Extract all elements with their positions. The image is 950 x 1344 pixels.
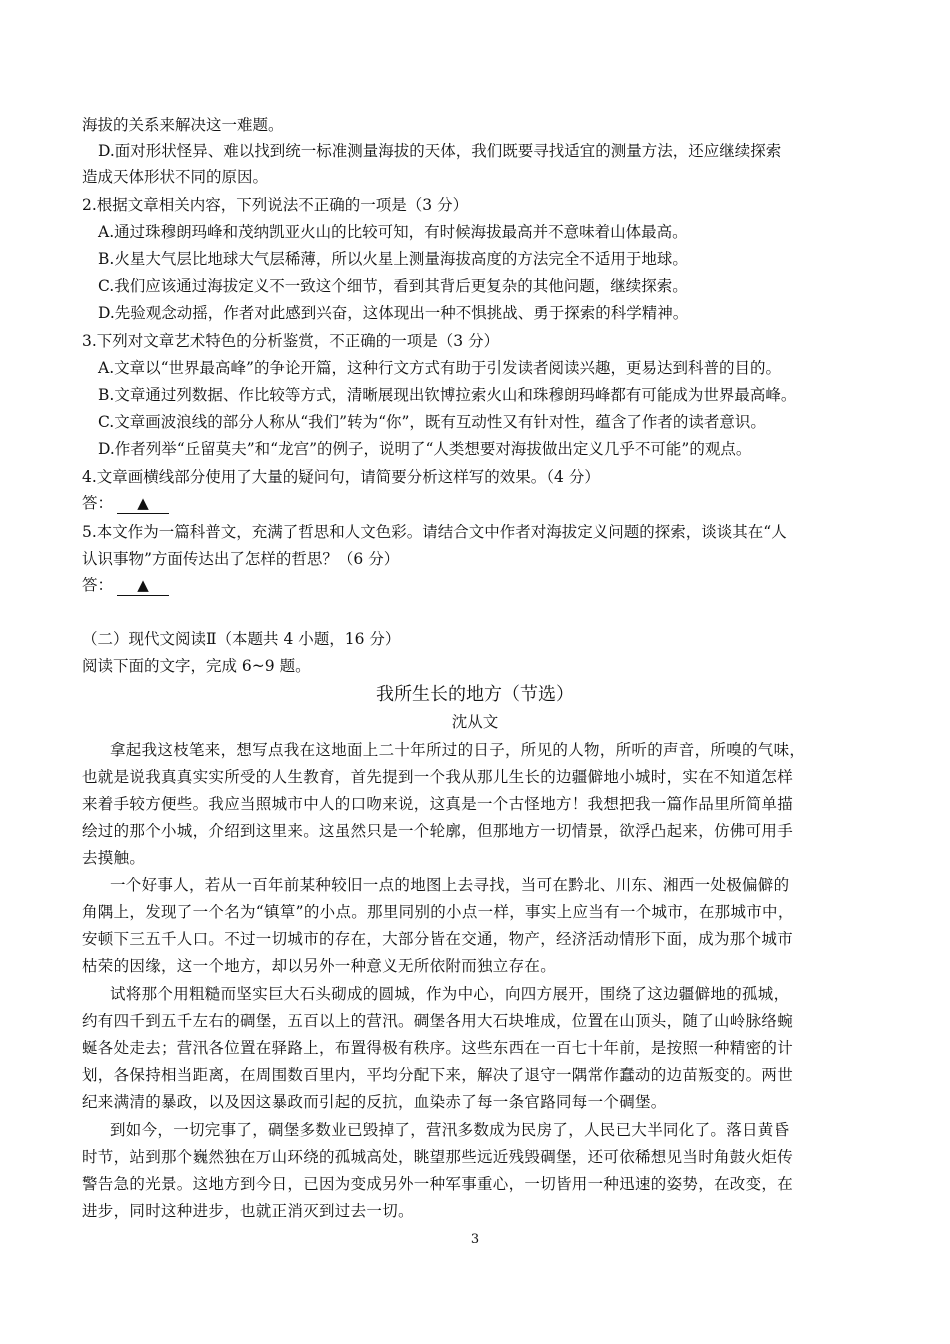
passage-line: 拿起我这枝笔来，想写点我在这地面上二十年所过的日子，所见的人物，所听的声音，所嗅的气味， — [110, 741, 806, 759]
passage-line: 纪来满清的暴政，以及因这暴政而引起的反抗，血染赤了每一条官路同每一个碉堡。 — [82, 1093, 667, 1111]
section-heading: （二）现代文阅读Ⅱ（本题共 4 小题，16 分） — [82, 630, 401, 648]
q5-stem-line2: 认识事物”方面传达出了怎样的哲思？（6 分） — [82, 550, 400, 568]
passage-line: 约有四千到五千左右的碉堡，五百以上的营汛。碉堡各用大石块堆成，位置在山顶头，随了山岭脉络蜿 — [82, 1012, 794, 1030]
passage-line: 划，各保持相当距离，在周围数百里内，平均分配下来，解决了退守一隅常作蠢动的边苗叛变的。两世 — [82, 1066, 794, 1084]
passage-line: 时节，站到那个巍然独在万山环绕的孤城高处，眺望那些远近残毁碉堡，还可依稀想见当时角鼓火炬传 — [82, 1148, 794, 1166]
q1-text-line: 造成天体形状不同的原因。 — [82, 168, 269, 186]
q3-option-d: D.作者列举“丘留莫夫”和“龙宫”的例子，说明了“人类想要对海拔做出定义几乎不可能”的观点。 — [98, 440, 752, 458]
q2-option-b: B.火星大气层比地球大气层稀薄，所以火星上测量海拔高度的方法完全不适用于地球。 — [98, 250, 688, 268]
passage-line: 去摸触。 — [82, 849, 146, 867]
passage-line: 进步，同时这种进步，也就正消灭到过去一切。 — [82, 1202, 414, 1220]
passage-line: 一个好事人，若从一百年前某种较旧一点的地图上去寻找，当可在黔北、川东、湘西一处极偏僻的 — [110, 876, 790, 894]
passage-line: 警告急的光景。这地方到今日，已因为变成另外一种军事重心，一切皆用一种迅速的姿势，在改变，在 — [82, 1175, 794, 1193]
q1-option-d: D.面对形状怪异、难以找到统一标准测量海拔的天体，我们既要寻找适宜的测量方法，还应继续探索 — [98, 142, 782, 160]
passage-line: 枯荣的因缘，这一个地方，却以另外一种意义无所依附而独立存在。 — [82, 957, 557, 975]
passage-title: 我所生长的地方（节选） — [376, 684, 574, 705]
answer-blank-triangle[interactable]: ▲ — [117, 575, 169, 596]
answer-label: 答： — [82, 494, 114, 512]
q5-answer[interactable] — [82, 572, 872, 598]
q2-option-a: A.通过珠穆朗玛峰和茂纳凯亚火山的比较可知，有时候海拔最高并不意味着山体最高。 — [98, 223, 688, 241]
passage-line: 角隅上，发现了一个名为“镇筸”的小点。那里同别的小点一样，事实上应当有一个城市，在那城市中， — [82, 903, 794, 921]
page-number: 3 — [470, 1232, 480, 1247]
q2-option-d: D.先验观念动摇，作者对此感到兴奋，这体现出一种不惧挑战、勇于探索的科学精神。 — [98, 304, 689, 322]
passage-line: 试将那个用粗糙而坚实巨大石头砌成的圆城，作为中心，向四方展开，围绕了这边疆僻地的孤城， — [110, 985, 790, 1003]
q2-stem: 2.根据文章相关内容，下列说法不正确的一项是（3 分） — [82, 196, 469, 214]
passage-line: 绘过的那个小城，介绍到这里来。这虽然只是一个轮廓，但那地方一切情景，欲浮凸起来，仿佛可用手 — [82, 822, 794, 840]
passage-line: 安顿下三五千人口。不过一切城市的存在，大部分皆在交通，物产，经济活动情形下面，成为那个城市 — [82, 930, 794, 948]
q4-answer[interactable] — [82, 490, 872, 516]
passage-line: 到如今，一切完事了，碉堡多数业已毁掉了，营汛多数成为民房了，人民已大半同化了。落日黄昏 — [110, 1121, 790, 1139]
q3-option-a: A.文章以“世界最高峰”的争论开篇，这种行文方式有助于引发读者阅读兴趣，更易达到科普的目的。 — [98, 359, 781, 377]
q3-stem: 3.下列对文章艺术特色的分析鉴赏，不正确的一项是（3 分） — [82, 332, 500, 350]
q3-option-c: C.文章画波浪线的部分人称从“我们”转为“你”，既有互动性又有针对性，蕴含了作者的读者意识。 — [98, 413, 766, 431]
passage-line: 蜒各处走去；营汛各位置在驿路上，布置得极有秩序。这些东西在一百七十年前，是按照一种精密的计 — [82, 1039, 794, 1057]
passage-line: 也就是说我真真实实所受的人生教育，首先提到一个我从那儿生长的边疆僻地小城时，实在不知道怎样 — [82, 768, 794, 786]
answer-blank-triangle[interactable]: ▲ — [117, 493, 169, 514]
section-instruction: 阅读下面的文字，完成 6~9 题。 — [82, 657, 311, 675]
answer-label: 答： — [82, 576, 114, 594]
passage-author: 沈从文 — [451, 713, 499, 731]
passage-line: 来着手较方便些。我应当照城市中人的口吻来说，这真是一个古怪地方！我想把我一篇作品里所简单描 — [82, 795, 794, 813]
q5-stem-line1: 5.本文作为一篇科普文，充满了哲思和人文色彩。请结合文中作者对海拔定义问题的探索，谈谈其在“人 — [82, 523, 787, 541]
q4-stem: 4.文章画横线部分使用了大量的疑问句，请简要分析这样写的效果。（4 分） — [82, 468, 600, 486]
q1-text-line: 海拔的关系来解决这一难题。 — [82, 116, 284, 134]
q3-option-b: B.文章通过列数据、作比较等方式，清晰展现出钦博拉索火山和珠穆朗玛峰都有可能成为世界最高峰。 — [98, 386, 797, 404]
q2-option-c: C.我们应该通过海拔定义不一致这个细节，看到其背后更复杂的其他问题，继续探索。 — [98, 277, 688, 295]
